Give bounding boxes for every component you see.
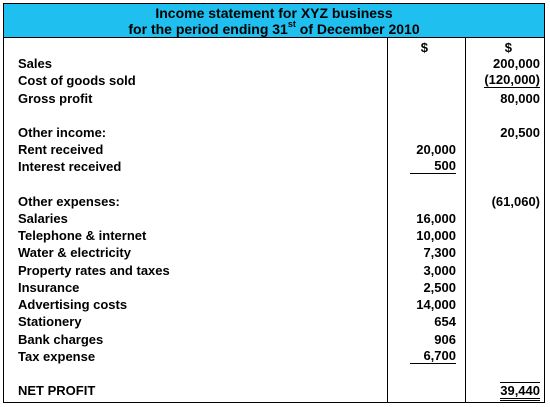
row-value-col2: 200,000: [493, 56, 540, 71]
row-salaries: [4, 210, 544, 227]
row-label: Cost of goods sold: [18, 73, 136, 88]
row-sales: [4, 55, 544, 72]
row-gross-profit: [4, 90, 544, 107]
statement-title: Income statement for XYZ business: [155, 5, 393, 21]
row-value-col1: 7,300: [423, 245, 456, 260]
row-value-col1: 16,000: [416, 211, 456, 226]
row-label: Sales: [18, 56, 52, 71]
row-label: Advertising costs: [18, 297, 128, 312]
row-label: Tax expense: [18, 349, 96, 364]
statement-header: [4, 4, 544, 38]
row-label: Property rates and taxes: [18, 263, 170, 278]
row-label: Other income:: [18, 125, 107, 140]
income-statement: [3, 3, 545, 403]
row-value-col1: 500: [410, 158, 456, 174]
row-other-expenses: [4, 193, 544, 210]
row-stationery: [4, 313, 544, 330]
row-value-col2: 80,000: [500, 91, 540, 106]
row-value-col2: (120,000): [484, 72, 540, 87]
row-value-col2: 20,500: [500, 125, 540, 140]
period-text-end: of December 2010: [295, 21, 420, 37]
row-label: Rent received: [18, 142, 104, 157]
period-text: for the period ending 31: [128, 21, 288, 37]
row-value-col1: 20,000: [416, 142, 456, 157]
period-superscript: st: [287, 19, 296, 30]
row-telephone-internet: [4, 227, 544, 244]
row-tax-expense: [4, 348, 544, 365]
row-value-col1: 3,000: [423, 263, 456, 278]
currency-col2: $: [504, 40, 512, 55]
row-value-col1: 10,000: [416, 228, 456, 243]
row-bank-charges: [4, 331, 544, 348]
row-label: Insurance: [18, 280, 80, 295]
net-profit-value: 39,440: [500, 382, 540, 401]
row-interest-received: [4, 158, 544, 175]
row-property-rates: [4, 262, 544, 279]
row-other-income: [4, 124, 544, 141]
currency-header-row: [4, 39, 544, 56]
row-label: Gross profit: [18, 91, 93, 106]
row-value-col1: 906: [434, 332, 456, 347]
row-value-col1: 654: [434, 314, 456, 329]
row-label: Bank charges: [18, 332, 104, 347]
row-advertising: [4, 296, 544, 313]
row-label: Interest received: [18, 159, 122, 174]
row-value-col2: (61,060): [491, 194, 540, 209]
row-label: Telephone & internet: [18, 228, 147, 243]
row-label: Salaries: [18, 211, 68, 226]
row-rent-received: [4, 141, 544, 158]
row-value-col1: 14,000: [416, 297, 456, 312]
row-label: NET PROFIT: [18, 383, 96, 398]
row-value-col1: 6,700: [410, 348, 456, 364]
currency-col1: $: [420, 40, 428, 55]
row-label: Water & electricity: [18, 245, 131, 260]
row-net-profit: [4, 382, 544, 399]
row-label: Stationery: [18, 314, 82, 329]
row-value-col1: 2,500: [423, 280, 456, 295]
row-water-electricity: [4, 244, 544, 261]
row-cost-of-goods: [4, 72, 544, 89]
statement-period: [4, 21, 544, 37]
row-insurance: [4, 279, 544, 296]
row-label: Other expenses:: [18, 194, 120, 209]
